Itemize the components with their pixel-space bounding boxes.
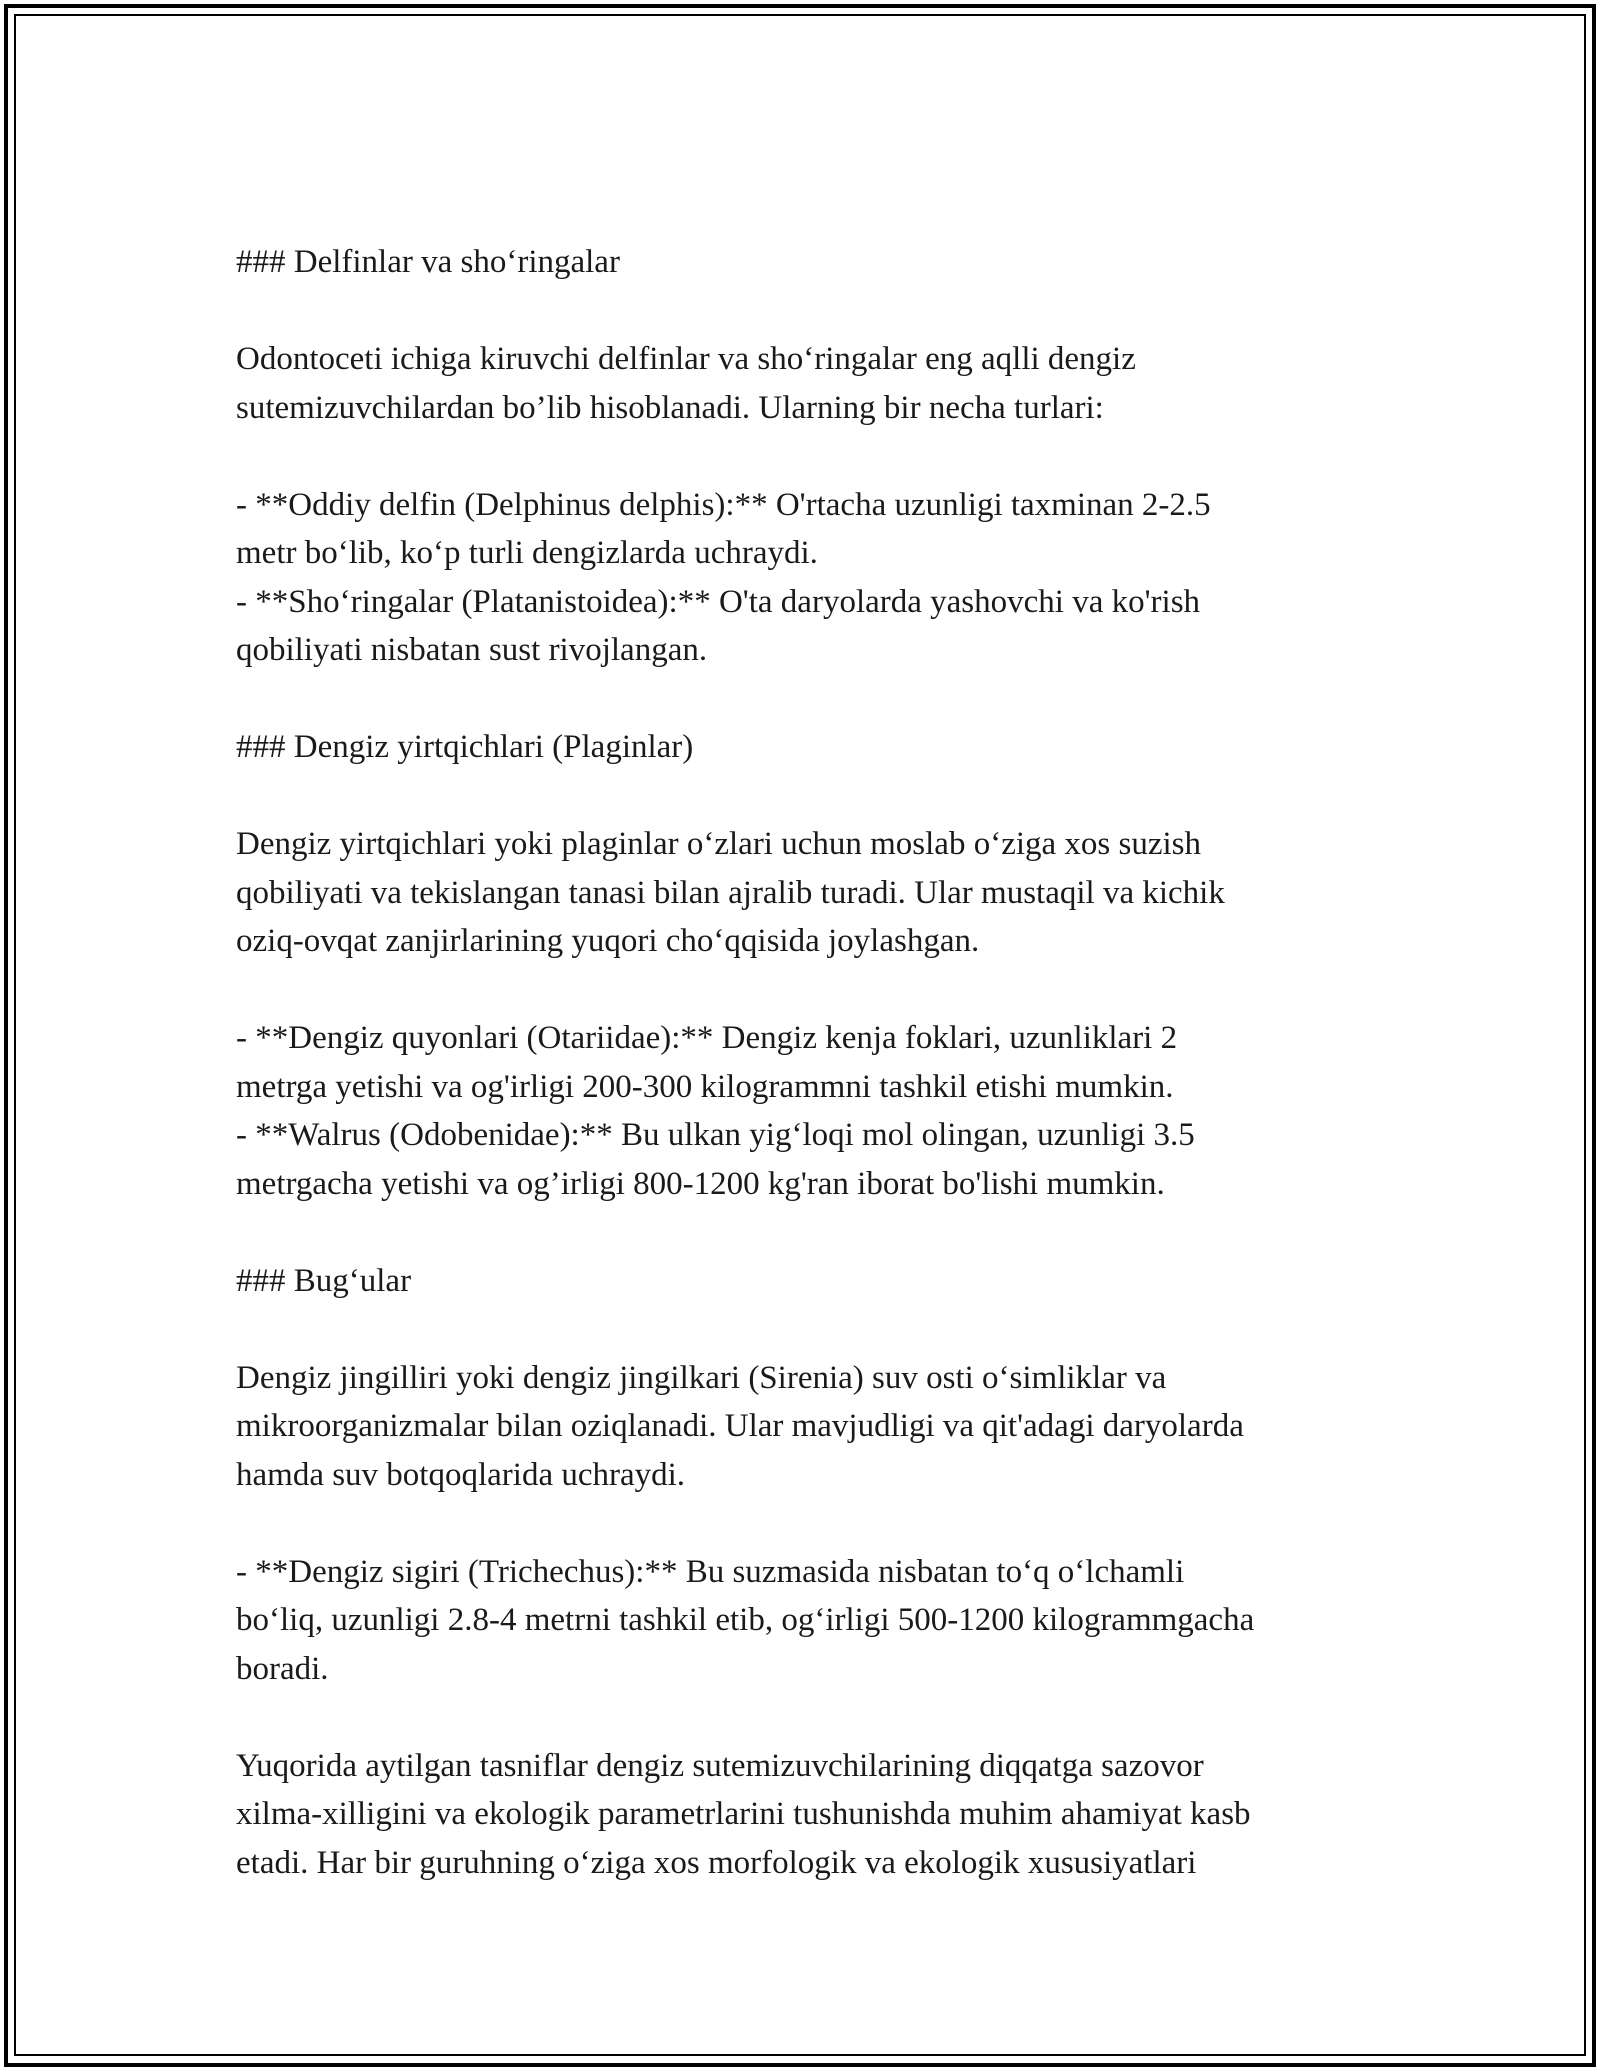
- document-body: [236, 238, 1386, 1887]
- list-sirenian-species: - **Dengiz sigiri (Trichechus):** Bu suzmasida nisbatan to‘q o‘lchamli bo‘liq, uzunligi 2.8-4 metrni tashkil etib, og‘irligi 500-1200 kilogrammgacha boradi.: [236, 1553, 1255, 1687]
- heading-pinnipeds: ### Dengiz yirtqichlari (Plaginlar): [236, 729, 694, 765]
- paragraph-sirenians-intro: Dengiz jingilliri yoki dengiz jingilkari (Sirenia) suv osti o‘simliklar va mikroorganizmalar bilan oziqlanadi. Ular mavjudligi va qit'adagi daryolarda hamda suv botqoqlarida uchraydi.: [236, 1359, 1244, 1493]
- paragraph-conclusion: Yuqorida aytilgan tasniflar dengiz sutemizuvchilarining diqqatga sazovor xilma-xilligini va ekologik parametrlarini tushunishda muhim ahamiyat kasb etadi. Har bir guruhning o‘ziga xos morfologik va ekologik xususiyatlari: [236, 1747, 1251, 1881]
- paragraph-dolphins-intro: Odontoceti ichiga kiruvchi delfinlar va sho‘ringalar eng aqlli dengiz sutemizuvchilardan bo’lib hisoblanadi. Ularning bir necha turlari:: [236, 341, 1136, 426]
- list-dolphin-species: - **Oddiy delfin (Delphinus delphis):** O'rtacha uzunligi taxminan 2-2.5 metr bo‘lib, ko‘p turli dengizlarda uchraydi. - **Sho‘ringalar (Platanistoidea):** O'ta daryolarda yashovchi va ko'rish qobiliyati nisbatan sust rivojlangan.: [236, 486, 1211, 668]
- heading-dolphins: ### Delfinlar va sho‘ringalar: [236, 244, 620, 280]
- list-pinniped-species: - **Dengiz quyonlari (Otariidae):** Dengiz kenja foklari, uzunliklari 2 metrga yetishi va og'irligi 200-300 kilogrammni tashkil etishi mumkin. - **Walrus (Odobenidae):** Bu ulkan yig‘loqi mol olingan, uzunligi 3.5 metrgacha yetishi va og’irligi 800-1200 kg'ran iborat bo'lishi mumkin.: [236, 1020, 1195, 1202]
- heading-sirenians: ### Bug‘ular: [236, 1262, 412, 1299]
- paragraph-pinnipeds-intro: Dengiz yirtqichlari yoki plaginlar o‘zlari uchun moslab o‘ziga xos suzish qobiliyati va tekislangan tanasi bilan ajralib turadi. Ular mustaqil va kichik oziq-ovqat zanjirlarining yuqori cho‘qqisida joylashgan.: [236, 826, 1225, 959]
